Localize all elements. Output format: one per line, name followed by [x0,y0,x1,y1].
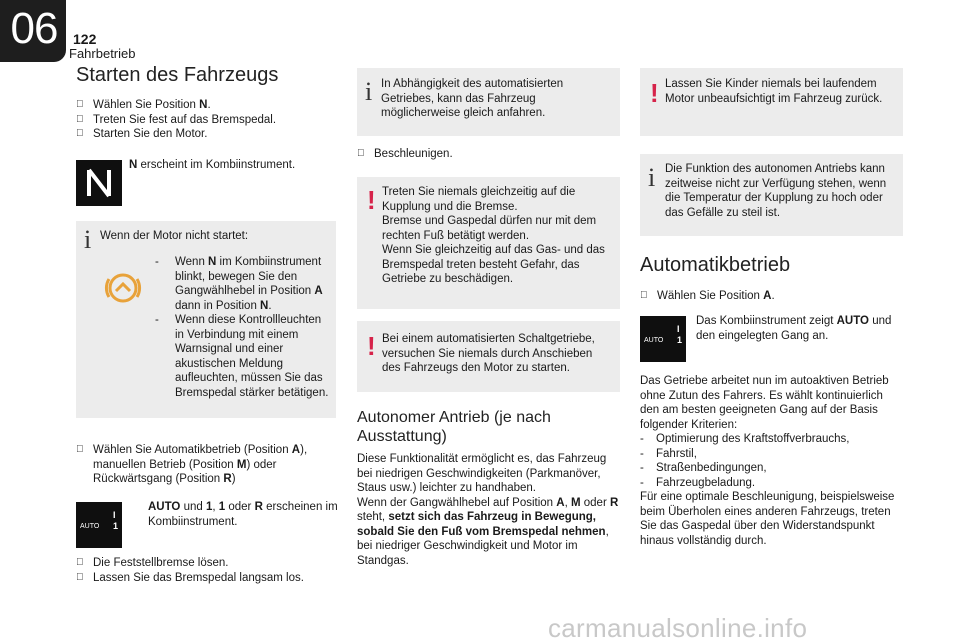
warning-icon: ! [367,185,376,215]
list-item: Starten Sie den Motor. [76,127,346,142]
brake-foot-warning-icon [100,265,146,311]
list-item: - Fahrstil, [640,447,697,460]
list-item: Beschleunigen. [357,147,619,162]
warning-box-push-start [357,321,620,392]
bullet-marker-icon [76,127,84,142]
info-icon: i [84,225,92,254]
section-name: Fahrbetrieb [69,46,136,61]
warning-text: Treten Sie niemals gleichzeitig auf die Kupplung und die Bremse. Bremse und Gaspedal dürfen nur mit dem rechten Fuß betätigt werden. Wenn Sie gleichzeitig auf das Gas- und das Bremspedal treten besteht Gefahr, das Getriebe zu beschädigen. [382,186,605,285]
list-item: Wählen Sie Position N. [76,98,346,113]
title-automatikbetrieb: Automatikbetrieb [640,254,791,276]
list-item: Die Feststellbremse lösen. [76,556,338,571]
info-icon: i [648,163,656,192]
auto-display-text: AUTO und 1, 1 oder R erscheinen im Kombiinstrument. [148,501,338,528]
title-starten: Starten des Fahrzeugs [76,64,279,86]
list-item: - Straßenbedingungen, [640,462,767,474]
bullet-marker-icon [76,556,84,571]
info-box-anfahren [357,68,620,136]
info-text: In Abhängigkeit des automatisierten Getriebes, kann das Fahrzeug möglicherweise gleich anfahren. [381,78,564,119]
bullet-marker-icon [76,571,84,586]
list-item: - Wenn N im Kombiinstrument blinkt, bewegen Sie den Gangwählhebel in Position A dann in Position N. [155,256,323,312]
list-item: Wählen Sie Position A. [640,289,902,304]
bullet-marker-icon [357,147,365,162]
warning-text: Lassen Sie Kinder niemals bei laufendem Motor unbeaufsichtigt im Fahrzeug zurück. [665,78,883,105]
accelerate-list [357,147,619,162]
bullet-marker-icon [76,443,84,458]
info-items [151,255,331,400]
info-icon: i [365,77,373,106]
auto-select-list [640,289,902,304]
info-box-availability [640,154,903,236]
info-box-engine [76,221,336,418]
list-item: - Fahrzeugbeladung. [640,476,756,489]
criteria-list [640,432,904,490]
bullet-marker-icon [640,289,648,304]
automatic-paragraph: Das Getriebe arbeitet nun im autoaktiven Betrieb ohne Zutun des Fahrers. Es wählt kontinuierlich den am besten geeigneten Gang auf der Basis folgender Kriterien: - Optimierung des Kraftstoffverbrauchs, - Fahrstil, - Straßenbedingungen, - Fahrzeugbeladung. Für eine optimale Beschleunigung, beispielsweise beim Überholen eines anderen Fahrzeugs, treten Sie das Gaspedal über den Widerstandspunkt hinaus vollständig durch. [640,374,904,548]
display-n-image [76,160,122,206]
bullet-marker-icon [76,98,84,113]
autonomous-paragraph: Diese Funktionalität ermöglicht es, das Fahrzeug bei niedrigen Geschwindigkeiten (Parkmanöver, Staus usw.) leichter zu handhaben. Wenn der Gangwählhebel auf Position A, M oder R steht, setzt sich das Fahrzeug in Bewegung, sobald Sie den Fuß vom Bremspedal nehmen, bei niedriger Geschwindigkeit und Motor im Standgas. [357,453,619,567]
warning-text: Bei einem automatisierten Schaltgetriebe, versuchen Sie niemals durch Anschieben des Fahrzeugs den Motor zu starten. [382,333,595,374]
info-text: Die Funktion des autonomen Antriebs kann zeitweise nicht zur Verfügung stehen, wenn die Temperatur der Kupplung zu hoch oder das Gefälle zu steil ist. [665,163,887,219]
mode-select-list [76,443,338,487]
warning-icon: ! [650,78,659,108]
n-letter-icon [76,160,122,206]
n-display-text: N erscheint im Kombiinstrument. [129,159,296,171]
list-item: Treten Sie fest auf das Bremspedal. [76,113,346,128]
release-steps-list [76,556,338,585]
start-steps-list [76,98,346,142]
watermark: carmanualsonline.info [548,613,808,643]
list-item: - Optimierung des Kraftstoffverbrauchs, [640,433,850,445]
auto-display-text: Das Kombiinstrument zeigt AUTO und den eingelegten Gang an. [696,315,892,342]
list-item: - Wenn diese Kontrollleuchten in Verbindung mit einem Warnsignal und einer akustischen Meldung aufleuchten, müssen Sie das Bremspedal stärker betätigen. [155,314,329,399]
chapter-number: 06 [10,4,58,53]
warning-box-pedals [357,177,620,309]
list-item: Lassen Sie das Bremspedal langsam los. [76,571,338,586]
display-auto-image: AUTO I 1 [76,502,122,548]
warning-box-children [640,68,903,136]
title-autonomer-antrieb: Autonomer Antrieb (je nach Ausstattung) [357,409,551,445]
info-intro: Wenn der Motor nicht startet: [100,230,249,242]
bullet-marker-icon [76,113,84,128]
page-number: 122 [73,31,97,47]
list-item: Wählen Sie Automatikbetrieb (Position A), manuellen Betrieb (Position M) oder Rückwärtsgang (Position R) [76,443,338,487]
warning-icon: ! [367,331,376,361]
display-auto-image: AUTO I 1 [640,316,686,362]
